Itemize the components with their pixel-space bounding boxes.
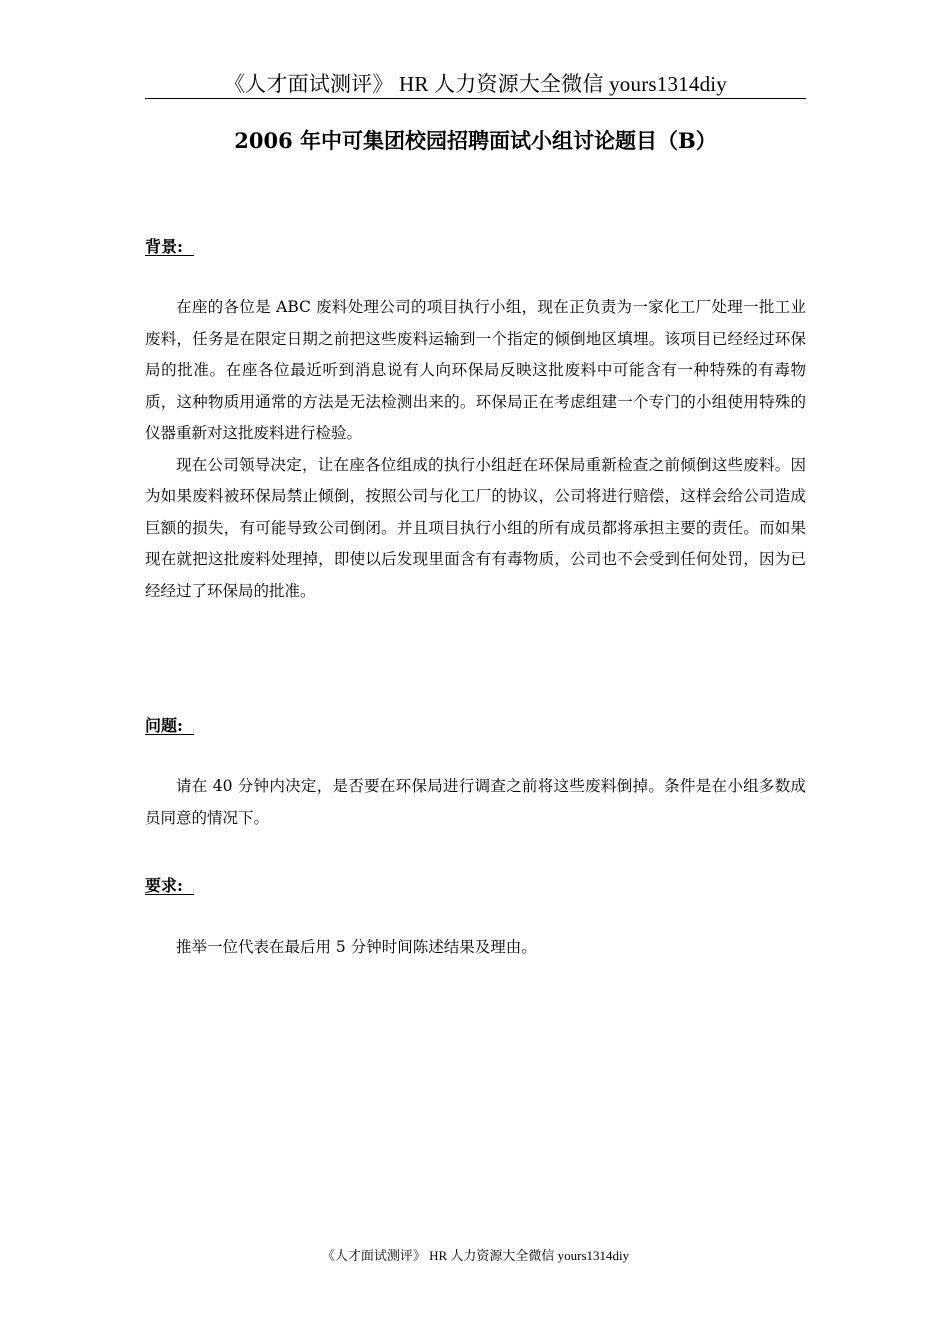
background-paragraph-1: 在座的各位是 ABC 废料处理公司的项目执行小组，现在正负责为一家化工厂处理一批工业废料，任务是在限定日期之前把这些废料运输到一个指定的倾倒地区填埋。该项目已经经过环保局的批准。在座各位最近听到消息说有人向环保局反映这批废料中可能含有一种特殊的有毒物质，这种物质用通常的方法是无法检测出来的。环保局正在考虑组建一个专门的小组使用特殊的仪器重新对这批废料进行检验。 [145, 298, 806, 442]
page-header: 《人才面试测评》 HR 人力资源大全微信 yours1314diy [223, 72, 728, 96]
background-paragraph-2: 现在公司领导决定，让在座各位组成的执行小组赶在环保局重新检查之前倾倒这些废料。因为如果废料被环保局禁止倾倒，按照公司与化工厂的协议，公司将进行赔偿，这样会给公司造成巨额的损失，有可能导致公司倒闭。并且项目执行小组的所有成员都将承担主要的责任。而如果现在就把这批废料处理掉，即使以后发现里面含有有毒物质，公司也不会受到任何处罚，因为已经经过了环保局的批准。 [145, 455, 806, 600]
background-heading: 背景: [145, 237, 195, 256]
background-body [145, 292, 806, 607]
requirement-paragraph: 推举一位代表在最后用 5 分钟时间陈述结果及理由。 [176, 938, 537, 956]
question-heading: 问题: [145, 716, 195, 735]
document-title: 2006 年中可集团校园招聘面试小组讨论题目（B） [234, 128, 717, 153]
question-body [145, 771, 806, 834]
question-paragraph: 请在 40 分钟内决定，是否要在环保局进行调查之前将这些废料倒掉。条件是在小组多数成员同意的情况下。 [145, 777, 806, 827]
requirement-heading: 要求: [145, 876, 195, 895]
header-rule [145, 98, 806, 99]
page-footer: 《人才面试测评》 HR 人力资源大全微信 yours1314diy [321, 1248, 630, 1263]
requirement-body [145, 932, 806, 964]
